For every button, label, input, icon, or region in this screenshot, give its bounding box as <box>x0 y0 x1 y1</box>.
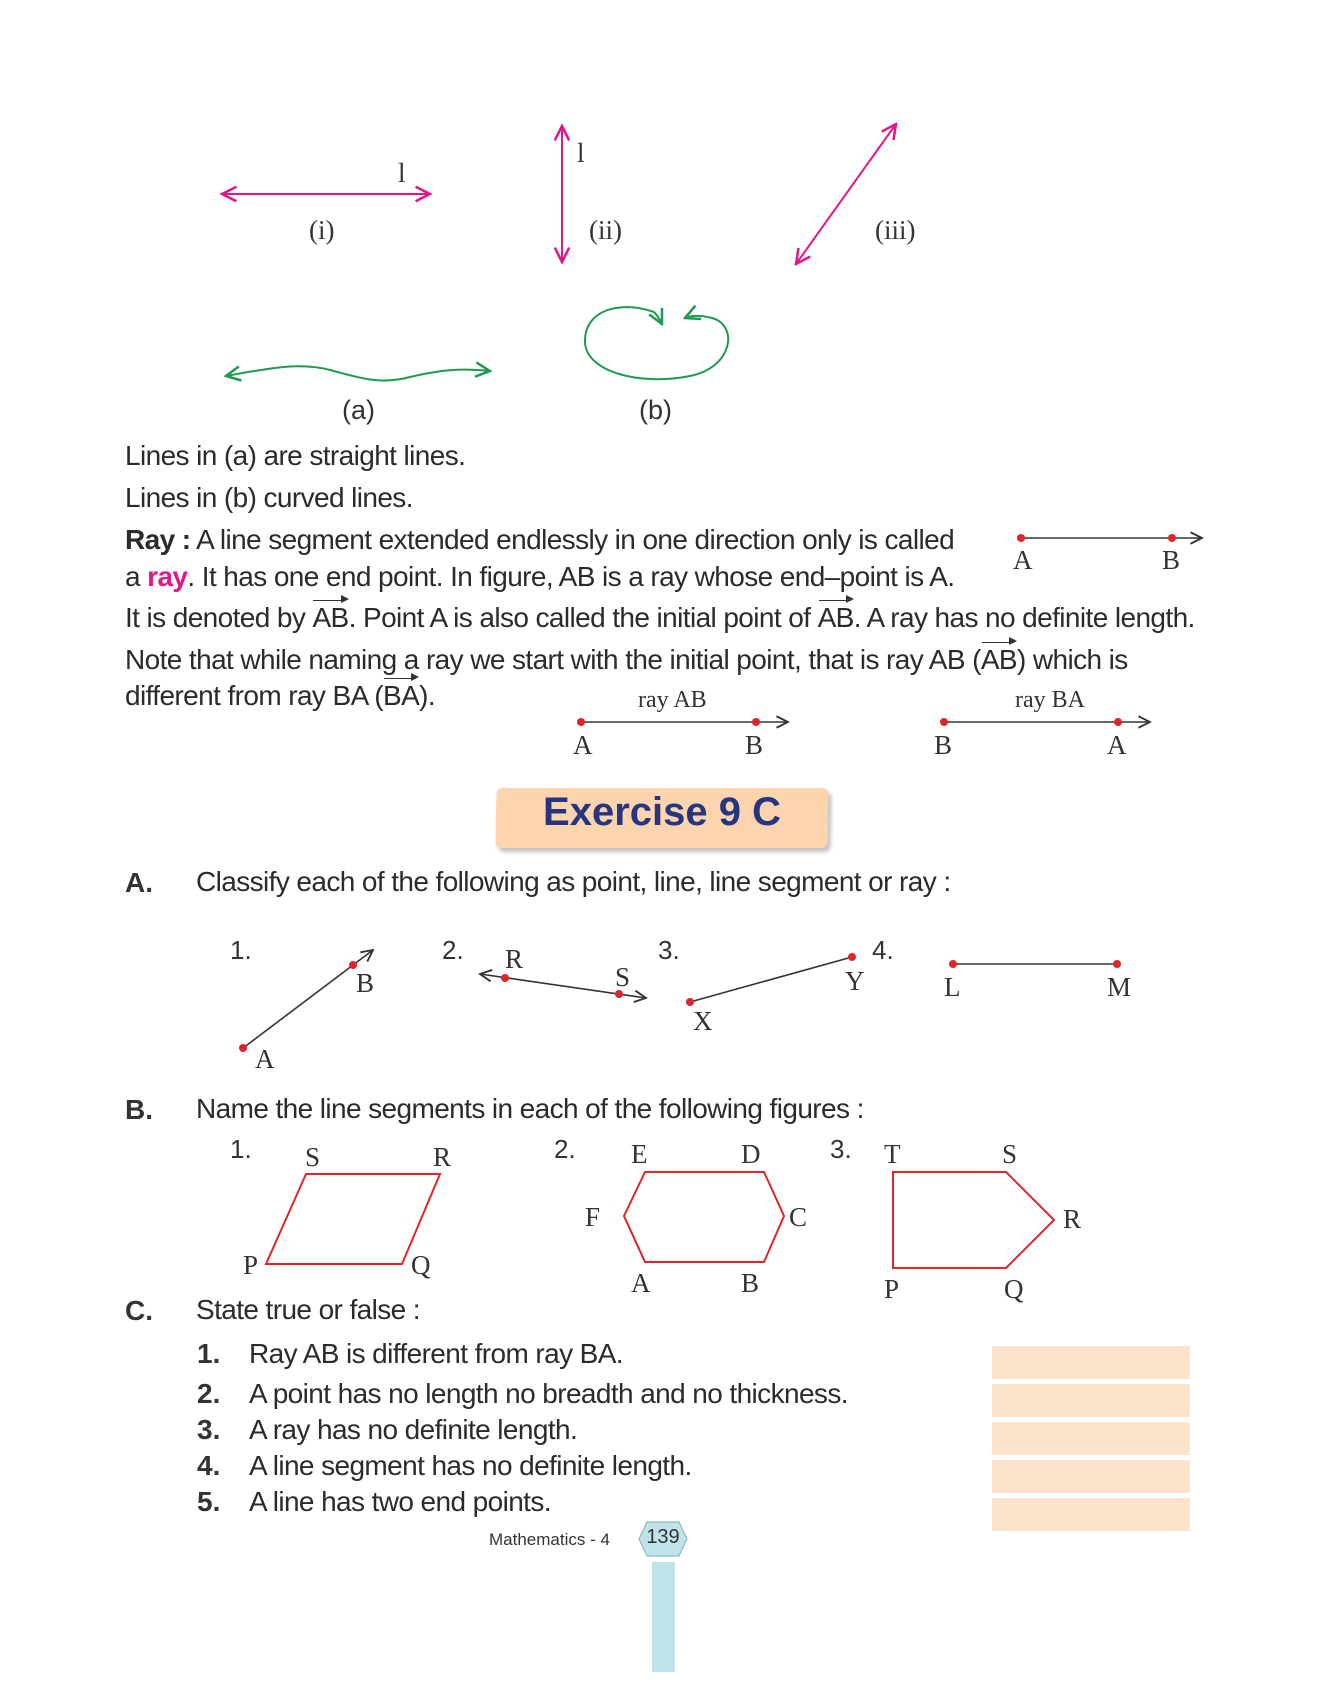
different-suffix: ). <box>419 680 436 711</box>
note-prefix: Note that while naming a ray we start with the initial point, that is ray AB ( <box>125 644 981 675</box>
answer-box-3[interactable] <box>992 1422 1190 1455</box>
ray-def-rest: . It has one end point. In figure, AB is a ray whose end–point is A. <box>187 561 955 592</box>
fig-a4-label-l: L <box>944 972 961 1002</box>
b3-vertex-s: S <box>1002 1139 1018 1169</box>
ray-ab-label-b: B <box>745 730 764 760</box>
curve-b <box>585 307 728 379</box>
side-ray-label-b: B <box>1162 545 1181 575</box>
vector-ab: AB <box>312 602 349 633</box>
statement-5 <box>197 1486 551 1518</box>
b2-vertex-e: E <box>631 1139 648 1169</box>
statement-4 <box>197 1450 692 1482</box>
hexagon-abcdef <box>624 1172 784 1262</box>
figure-b3-number: 3. <box>830 1134 852 1164</box>
answer-box-1[interactable] <box>992 1346 1190 1379</box>
statement-4-number: 4. <box>197 1450 221 1481</box>
page-number: 139 <box>646 1526 680 1548</box>
line-name-ii: l <box>577 138 585 168</box>
statement-3 <box>197 1414 577 1446</box>
statement-2-number: 2. <box>197 1378 221 1409</box>
side-ray-point-b <box>1168 534 1176 542</box>
fig-a2-label-r: R <box>505 944 524 974</box>
b2-vertex-a: A <box>631 1268 651 1298</box>
fig-a2-point-r <box>501 974 509 982</box>
side-ray-point-a <box>1017 534 1025 542</box>
vector-ab-2: AB <box>817 602 854 633</box>
note-suffix: ) which is <box>1017 644 1128 675</box>
b3-vertex-p: P <box>884 1274 900 1304</box>
fig-a3-point-x <box>686 998 694 1006</box>
label-iii: (iii) <box>875 215 916 245</box>
b1-vertex-p: P <box>243 1250 259 1280</box>
ray-ab-point-a <box>577 718 585 726</box>
item-a1-number: 1. <box>230 935 252 965</box>
statement-5-number: 5. <box>197 1486 221 1517</box>
label-b: (b) <box>639 395 672 425</box>
pentagon-pqrst <box>893 1172 1054 1268</box>
section-b-letter: B. <box>125 1094 153 1125</box>
ray-ab-label-a: A <box>573 730 593 760</box>
line-name-i: l <box>398 158 406 188</box>
ray-ba-label-b: B <box>934 730 953 760</box>
label-a: (a) <box>342 395 375 425</box>
fig-a1-label-a: A <box>255 1044 275 1074</box>
label-ii: (ii) <box>589 215 622 245</box>
statement-5-text: A line has two end points. <box>249 1486 551 1517</box>
statement-1 <box>197 1338 623 1370</box>
section-a-letter: A. <box>125 867 153 898</box>
ray-def-prefix: a <box>125 561 148 592</box>
ray-ba-point-b <box>940 718 948 726</box>
statement-1-text: Ray AB is different from ray BA. <box>249 1338 623 1369</box>
answer-box-5[interactable] <box>992 1498 1190 1531</box>
curve-a <box>226 366 490 380</box>
text-straight-lines: Lines in (a) are straight lines. <box>125 440 466 471</box>
text-curved-lines: Lines in (b) curved lines. <box>125 482 413 513</box>
denoted-prefix: It is denoted by <box>125 602 313 633</box>
side-ray-label-a: A <box>1013 545 1033 575</box>
shape-figures <box>0 1160 1332 1300</box>
curve-b-tail <box>654 312 662 324</box>
ray-ab-caption: ray AB <box>638 687 707 713</box>
statement-4-text: A line segment has no definite length. <box>249 1450 692 1481</box>
b1-vertex-r: R <box>433 1142 452 1172</box>
section-c-prompt: State true or false : <box>196 1294 420 1325</box>
statement-2-text: A point has no length no breadth and no thickness. <box>249 1378 848 1409</box>
line-figures <box>0 0 1332 450</box>
ray-ba-caption: ray BA <box>1015 687 1085 713</box>
b3-vertex-t: T <box>884 1139 901 1169</box>
vector-ab-3: AB <box>980 644 1018 675</box>
section-b-prompt: Name the line segments in each of the following figures : <box>196 1093 864 1124</box>
fig-a4-point-l <box>949 960 957 968</box>
statement-2 <box>197 1378 848 1410</box>
fig-a4-point-m <box>1113 960 1121 968</box>
b2-vertex-b: B <box>741 1268 760 1298</box>
fig-a1-point-a <box>239 1044 247 1052</box>
different-prefix: different from ray BA ( <box>125 680 384 711</box>
ray-ba-point-a <box>1114 718 1122 726</box>
figure-b2-number: 2. <box>554 1134 576 1164</box>
vector-ba: BA <box>383 680 420 711</box>
label-i: (i) <box>309 215 335 245</box>
statement-3-text: A ray has no definite length. <box>249 1414 578 1445</box>
ray-ab-point-b <box>752 718 760 726</box>
fig-a3-segment <box>690 957 852 1002</box>
answer-box-4[interactable] <box>992 1460 1190 1493</box>
ray-definition-text: A line segment extended endlessly in one direction only is called <box>190 524 955 555</box>
b3-vertex-r: R <box>1063 1204 1082 1234</box>
footer-book-title: Mathematics - 4 <box>489 1530 610 1549</box>
item-a4-number: 4. <box>872 935 894 965</box>
footer-bar <box>652 1562 675 1672</box>
b2-vertex-d: D <box>741 1139 761 1169</box>
fig-a2-label-s: S <box>615 962 631 992</box>
b2-vertex-f: F <box>585 1202 601 1232</box>
b1-vertex-s: S <box>305 1142 321 1172</box>
b1-vertex-q: Q <box>411 1250 431 1280</box>
fig-a3-label-y: Y <box>845 966 865 996</box>
statement-3-number: 3. <box>197 1414 221 1445</box>
item-a2-number: 2. <box>442 935 464 965</box>
exercise-title: Exercise 9 C <box>543 790 781 834</box>
section-a-prompt: Classify each of the following as point, line, line segment or ray : <box>196 866 951 897</box>
denoted-suffix: . A ray has no definite length. <box>853 602 1195 633</box>
fig-a4-label-m: M <box>1107 972 1132 1002</box>
ray-term: Ray : <box>125 524 191 555</box>
item-a3-number: 3. <box>658 935 680 965</box>
b2-vertex-c: C <box>789 1202 808 1232</box>
fig-a3-label-x: X <box>693 1006 713 1036</box>
figure-b1-number: 1. <box>230 1134 252 1164</box>
ray-ba-label-a: A <box>1107 730 1127 760</box>
b3-vertex-q: Q <box>1004 1274 1024 1304</box>
answer-box-2[interactable] <box>992 1384 1190 1417</box>
section-c-letter: C. <box>125 1295 153 1326</box>
denoted-middle: . Point A is also called the initial point of <box>348 602 818 633</box>
statement-1-number: 1. <box>197 1338 221 1369</box>
fig-a1-label-b: B <box>356 968 375 998</box>
fig-a3-point-y <box>848 953 856 961</box>
ray-highlight: ray <box>147 561 188 592</box>
